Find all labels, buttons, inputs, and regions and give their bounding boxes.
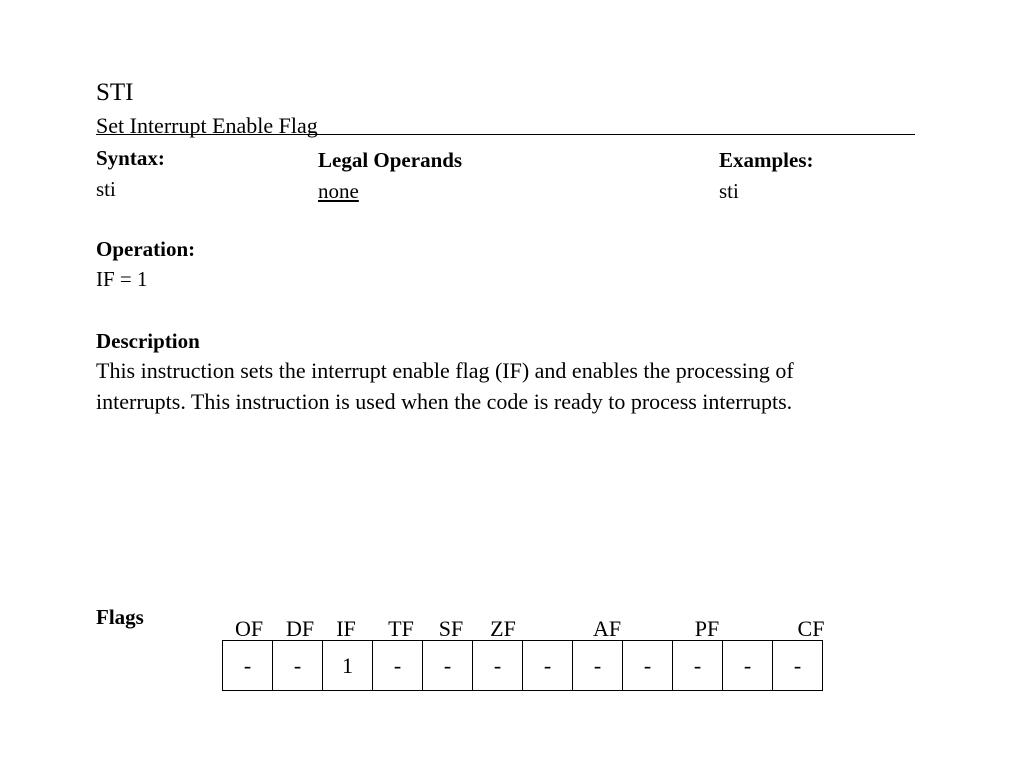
instruction-full-name: Set Interrupt Enable Flag (96, 113, 318, 138)
examples-heading: Examples: (719, 148, 814, 172)
flag-label-cf: CF (797, 616, 825, 641)
flag-cell: - (673, 641, 723, 691)
flag-cell: - (373, 641, 423, 691)
flags-heading: Flags (96, 605, 144, 629)
flag-label-zf: ZF (490, 616, 516, 641)
flags-value-row (223, 641, 823, 691)
flag-cell: - (773, 641, 823, 691)
legal-operands-value: none (318, 179, 359, 203)
operation-heading: Operation: (96, 237, 196, 261)
flag-cell: - (523, 641, 573, 691)
description-text-line: interrupts. This instruction is used when the code is ready to process interrupts. (96, 389, 793, 414)
operation-value: IF = 1 (96, 267, 148, 291)
flag-label-if: IF (336, 616, 356, 641)
syntax-value: sti (96, 177, 116, 201)
examples-value: sti (719, 179, 739, 203)
flag-cell: 1 (323, 641, 373, 691)
description-heading: Description (96, 329, 200, 353)
title-underline-rule (96, 134, 915, 135)
flag-label-sf: SF (438, 616, 464, 641)
flag-cell: - (623, 641, 673, 691)
description-text-line: This instruction sets the interrupt enable flag (IF) and enables the processing of (96, 358, 794, 383)
flag-cell: - (273, 641, 323, 691)
flag-cell: - (223, 641, 273, 691)
flags-table (222, 640, 823, 691)
flag-cell: - (573, 641, 623, 691)
flag-cell: - (723, 641, 773, 691)
flag-cell: - (423, 641, 473, 691)
syntax-heading: Syntax: (96, 146, 165, 170)
flag-label-tf: TF (388, 616, 414, 641)
flag-label-pf: PF (694, 616, 720, 641)
flag-label-af: AF (592, 616, 622, 641)
flag-label-df: DF (285, 616, 315, 641)
legal-operands-heading: Legal Operands (318, 148, 463, 172)
flag-label-of: OF (234, 616, 264, 641)
instruction-mnemonic: STI (96, 79, 134, 106)
flag-cell: - (473, 641, 523, 691)
